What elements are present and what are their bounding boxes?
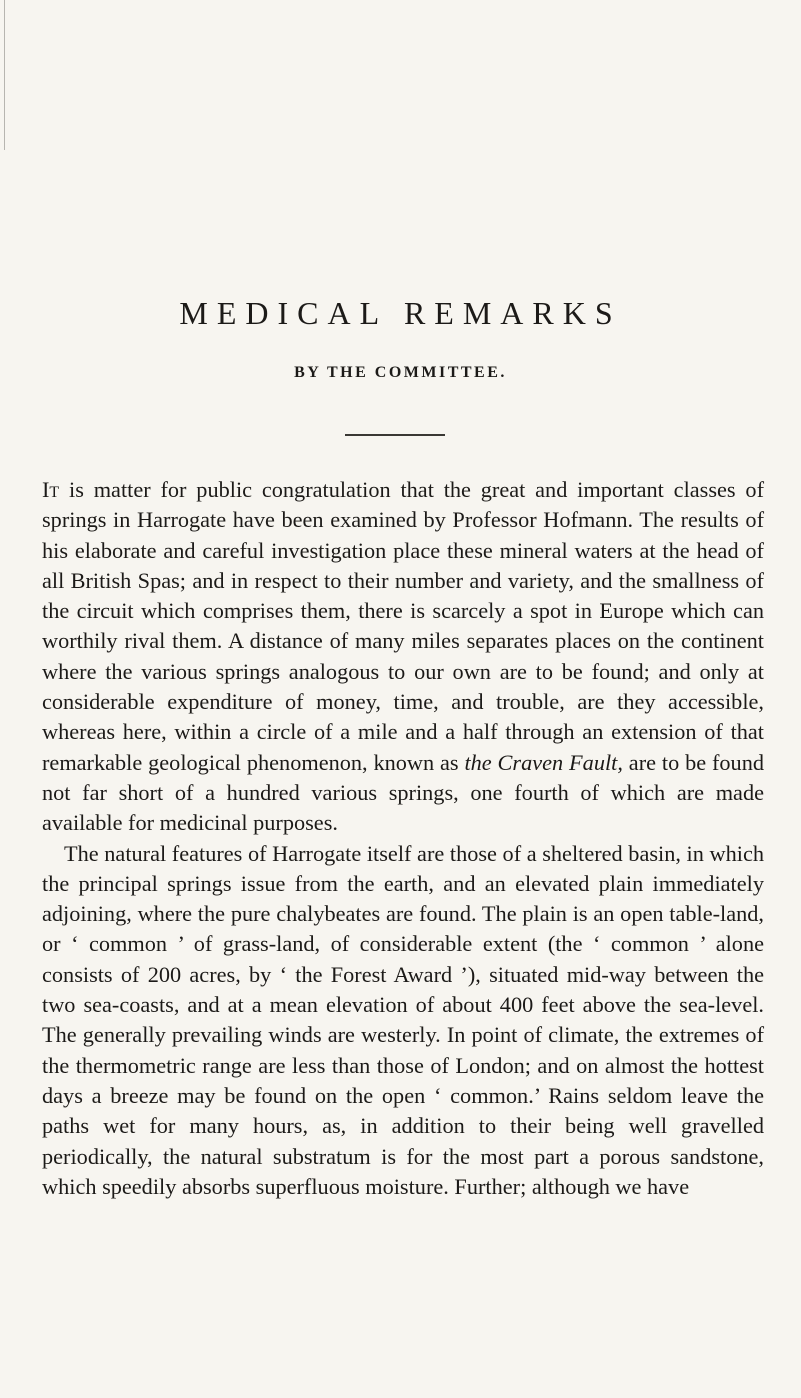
paragraph-1 bbox=[42, 475, 764, 839]
page-edge-line bbox=[4, 0, 5, 150]
page-title: MEDICAL REMARKS bbox=[179, 295, 622, 331]
paragraph-1-text-a: is matter for public congratulation that the great and important classes of springs in Harrogate have been examined by Professor Hofmann. The results of his elaborate and careful investigation place these mineral waters at the head of all British Spas; and in respect to their number and variety, and the smallness of the circuit which comprises them, there is scarcely a spot in Europe which can worthily rival them. A distance of many miles separates places on the continent where the various springs analogous to our own are to be found; and only at considerable expenditure of money, time, and trouble, are they accessible, whereas here, within a circle of a mile and a half through an extension of that remarkable geological phenomenon, known as bbox=[42, 477, 764, 775]
paragraph-1-italic: the Craven Fault, bbox=[464, 749, 623, 775]
body-text bbox=[42, 475, 764, 1202]
paragraph-2: The natural features of Harrogate itself are those of a sheltered basin, in which the principal springs issue from the earth, and an elevated plain immediately adjoining, where the pure chalybeates are found. The plain is an open table-land, or ‘ common ’ of grass-land, of considerable extent (the ‘ common ’ alone consists of 200 acres, by ‘ the Forest Award ’), situated mid-way between the two sea-coasts, and at a mean elevation of about 400 feet above the sea-level. The generally prevailing winds are westerly. In point of climate, the extremes of the thermometric range are less than those of London; and on almost the hottest days a breeze may be found on the open ‘ common.’ Rains seldom leave the paths wet for many hours, as, in addition to their being well gravelled periodically, the natural substratum is for the most part a porous sandstone, which speedily absorbs superfluous moisture. Further; although we have bbox=[42, 840, 764, 1199]
page-subtitle: BY THE COMMITTEE. bbox=[294, 364, 507, 381]
section-divider bbox=[345, 434, 445, 436]
paragraph-1-lead: It bbox=[42, 477, 60, 502]
paragraph-1-text-b: are to be found not far short of a hundred various springs, one fourth of which are made available for medicinal purposes. bbox=[42, 749, 764, 836]
